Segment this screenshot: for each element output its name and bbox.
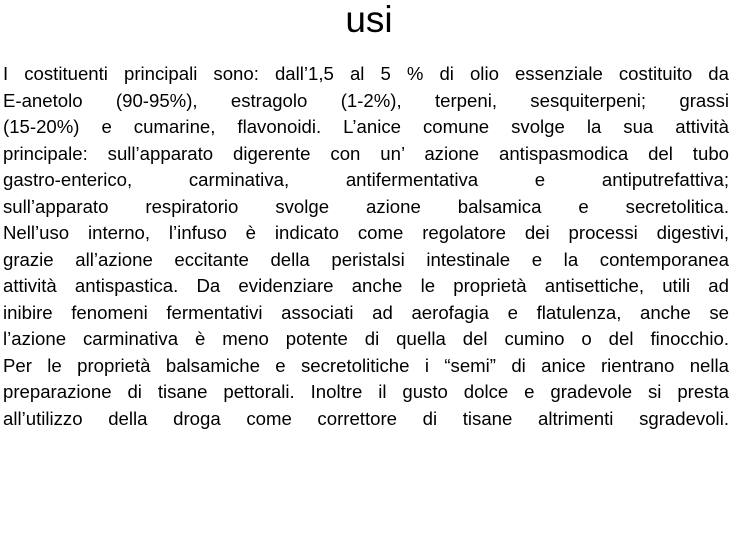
body-line: Nell’uso interno, l’infuso è indicato come regolatore dei processi digestivi, (3, 222, 729, 243)
body-line: sull’apparato respiratorio svolge azione balsamica e secretolitica. (3, 195, 729, 217)
body-line: Per le proprietà balsamiche e secretolitiche i “semi” di anice rientrano nella (3, 354, 729, 376)
body-line: E-anetolo (90-95%), estragolo (1-2%), terpeni, sesquiterpeni; grassi (3, 89, 729, 111)
body-line: grazie all’azione eccitante della peristalsi intestinale e la contemporanea (3, 248, 729, 270)
body-line: l’azione carminativa è meno potente di quella del cumino o del finocchio. (3, 328, 729, 349)
body-line: gastro-enterico, carminativa, antifermentativa e antiputrefattiva; (3, 169, 729, 190)
body-line: principale: sull’apparato digerente con un’ azione antispasmodica del tubo (3, 142, 729, 164)
slide-title: usi (345, 0, 393, 40)
body-line: inibire fenomeni fermentativi associati ad aerofagia e flatulenza, anche se (3, 301, 729, 323)
body-line: all’utilizzo della droga come correttore di tisane altrimenti sgradevoli. (3, 407, 729, 429)
body-line: I costituenti principali sono: dall’1,5 al 5 % di olio essenziale costituito da (3, 63, 729, 84)
body-paragraph (3, 61, 729, 432)
body-line: attività antispastica. Da evidenziare anche le proprietà antisettiche, utili ad (3, 275, 729, 296)
body-line: preparazione di tisane pettorali. Inoltre il gusto dolce e gradevole si presta (3, 381, 729, 402)
body-line: (15-20%) e cumarine, flavonoidi. L’anice comune svolge la sua attività (3, 116, 729, 137)
